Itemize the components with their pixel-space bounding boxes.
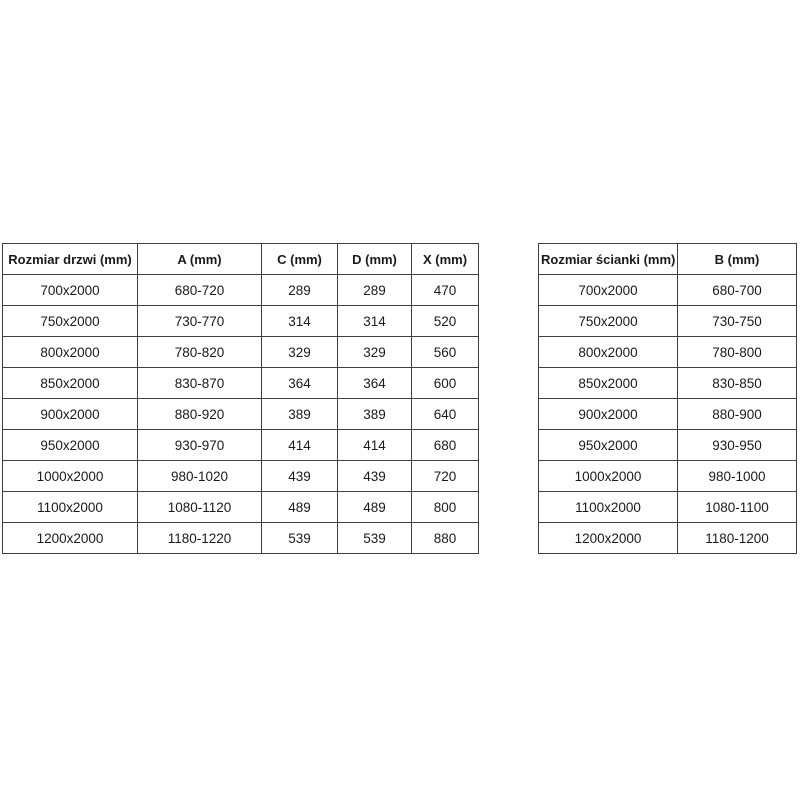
table-row xyxy=(539,492,797,523)
column-header: A (mm) xyxy=(138,244,262,275)
table-cell: 600 xyxy=(412,368,479,399)
table-cell: 830-850 xyxy=(678,368,797,399)
table-cell: 1200x2000 xyxy=(539,523,678,554)
table-cell: 680-700 xyxy=(678,275,797,306)
table-cell: 414 xyxy=(262,430,338,461)
wall-sizes-table xyxy=(538,243,797,554)
table-cell: 780-820 xyxy=(138,337,262,368)
table-row xyxy=(3,399,479,430)
table-cell: 830-870 xyxy=(138,368,262,399)
table-cell: 980-1000 xyxy=(678,461,797,492)
table-row xyxy=(3,306,479,337)
table-cell: 439 xyxy=(338,461,412,492)
table-cell: 980-1020 xyxy=(138,461,262,492)
table-cell: 470 xyxy=(412,275,479,306)
table-row xyxy=(539,306,797,337)
table-cell: 1100x2000 xyxy=(539,492,678,523)
table-cell: 329 xyxy=(338,337,412,368)
table-cell: 750x2000 xyxy=(539,306,678,337)
header-row xyxy=(539,244,797,275)
table-row xyxy=(3,275,479,306)
table-cell: 900x2000 xyxy=(539,399,678,430)
table-cell: 329 xyxy=(262,337,338,368)
table-cell: 850x2000 xyxy=(539,368,678,399)
table-row xyxy=(3,368,479,399)
table-row xyxy=(539,275,797,306)
table-cell: 730-750 xyxy=(678,306,797,337)
table-row xyxy=(539,523,797,554)
table-cell: 680 xyxy=(412,430,479,461)
table-cell: 880 xyxy=(412,523,479,554)
table-cell: 389 xyxy=(262,399,338,430)
table-cell: 850x2000 xyxy=(3,368,138,399)
table-cell: 539 xyxy=(338,523,412,554)
table-cell: 539 xyxy=(262,523,338,554)
table-row xyxy=(3,523,479,554)
table-cell: 1000x2000 xyxy=(3,461,138,492)
table-cell: 700x2000 xyxy=(539,275,678,306)
column-header: X (mm) xyxy=(412,244,479,275)
table-cell: 1080-1100 xyxy=(678,492,797,523)
table-cell: 289 xyxy=(262,275,338,306)
table-cell: 700x2000 xyxy=(3,275,138,306)
header-row xyxy=(3,244,479,275)
table-cell: 750x2000 xyxy=(3,306,138,337)
table-row xyxy=(539,368,797,399)
table-row xyxy=(539,430,797,461)
table-cell: 364 xyxy=(338,368,412,399)
table-cell: 800x2000 xyxy=(3,337,138,368)
table-cell: 289 xyxy=(338,275,412,306)
table-row xyxy=(3,430,479,461)
table-cell: 1100x2000 xyxy=(3,492,138,523)
table-cell: 1080-1120 xyxy=(138,492,262,523)
table-cell: 640 xyxy=(412,399,479,430)
table-cell: 560 xyxy=(412,337,479,368)
table-cell: 950x2000 xyxy=(539,430,678,461)
table-cell: 489 xyxy=(262,492,338,523)
table-row xyxy=(3,461,479,492)
column-header: Rozmiar ścianki (mm) xyxy=(539,244,678,275)
table-cell: 930-970 xyxy=(138,430,262,461)
table-cell: 880-920 xyxy=(138,399,262,430)
column-header: B (mm) xyxy=(678,244,797,275)
table-cell: 314 xyxy=(338,306,412,337)
table-cell: 780-800 xyxy=(678,337,797,368)
table-cell: 800x2000 xyxy=(539,337,678,368)
table-cell: 680-720 xyxy=(138,275,262,306)
table-cell: 900x2000 xyxy=(3,399,138,430)
table-cell: 364 xyxy=(262,368,338,399)
table-cell: 930-950 xyxy=(678,430,797,461)
column-header: D (mm) xyxy=(338,244,412,275)
table-cell: 389 xyxy=(338,399,412,430)
column-header: C (mm) xyxy=(262,244,338,275)
column-header: Rozmiar drzwi (mm) xyxy=(3,244,138,275)
table-cell: 800 xyxy=(412,492,479,523)
table-cell: 720 xyxy=(412,461,479,492)
table-row xyxy=(3,337,479,368)
table-cell: 520 xyxy=(412,306,479,337)
table-cell: 414 xyxy=(338,430,412,461)
table-cell: 1180-1220 xyxy=(138,523,262,554)
table-cell: 1180-1200 xyxy=(678,523,797,554)
table-cell: 1000x2000 xyxy=(539,461,678,492)
table-row xyxy=(539,337,797,368)
table-row xyxy=(539,461,797,492)
table-row xyxy=(539,399,797,430)
door-sizes-table xyxy=(2,243,479,554)
table-cell: 314 xyxy=(262,306,338,337)
table-cell: 730-770 xyxy=(138,306,262,337)
table-cell: 489 xyxy=(338,492,412,523)
table-row xyxy=(3,492,479,523)
table-cell: 880-900 xyxy=(678,399,797,430)
table-cell: 439 xyxy=(262,461,338,492)
table-cell: 950x2000 xyxy=(3,430,138,461)
table-cell: 1200x2000 xyxy=(3,523,138,554)
